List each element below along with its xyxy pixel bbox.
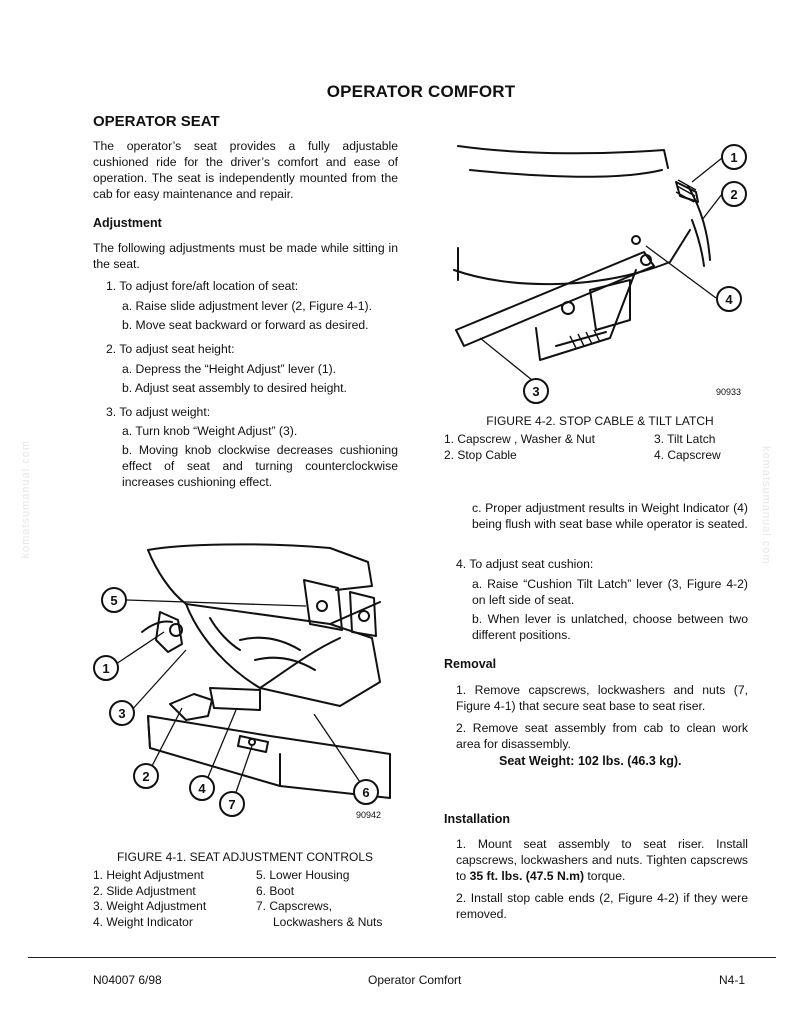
installation-heading: Installation	[444, 812, 510, 826]
legend-item: 4. Weight Indicator	[93, 914, 193, 929]
adjustment-intro: The following adjustments must be made while sitting in the seat.	[93, 241, 398, 271]
seat-weight: Seat Weight: 102 lbs. (46.3 kg).	[499, 754, 682, 768]
legend-item: Lockwashers & Nuts	[273, 914, 383, 929]
figure1-callout-6-label: 6	[362, 785, 370, 800]
footer-rule	[28, 957, 776, 958]
figure1-caption: FIGURE 4-1. SEAT ADJUSTMENT CONTROLS	[116, 850, 374, 864]
adjust-step-3: 3. To adjust weight:	[106, 405, 211, 419]
figure1-legend-right	[256, 868, 382, 930]
legend-item: 1. Capscrew , Washer & Nut	[444, 432, 595, 446]
adjust-step-2b: b. Adjust seat assembly to desired height.	[122, 381, 347, 395]
adjust-step-3b: b. Moving knob clockwise decreases cushioning effect of seat and turning counterclockwise increases cushioning effect.	[122, 443, 398, 489]
adjust-step-1: 1. To adjust fore/aft location of seat:	[106, 279, 299, 293]
figure1-callout-7-label: 7	[228, 797, 236, 812]
legend-item: 3. Weight Adjustment	[93, 899, 207, 913]
figure2-code: 90933	[716, 387, 742, 397]
legend-item: 4. Capscrew	[654, 447, 721, 462]
removal-heading: Removal	[444, 657, 497, 671]
footer-document-code: N04007 6/98	[93, 973, 162, 987]
figure1-callout-5-label: 5	[110, 593, 118, 608]
adjust-step-1b: b. Move seat backward or forward as desired.	[122, 318, 369, 332]
installation-step-1-end: torque.	[584, 869, 626, 883]
adjust-step-4a: a. Raise “Cushion Tilt Latch” lever (3, Figure 4-2) on left side of seat.	[472, 577, 748, 607]
adjust-step-3a: a. Turn knob “Weight Adjust” (3).	[122, 424, 298, 438]
figure1-callout-2-label: 2	[142, 769, 150, 784]
figure2-callout-4-label: 4	[725, 292, 733, 307]
footer-page-number: N4-1	[719, 973, 746, 987]
adjust-step-2a: a. Depress the “Height Adjust” lever (1).	[122, 362, 337, 376]
installation-step-1	[456, 836, 748, 884]
adjust-step-1a: a. Raise slide adjustment lever (2, Figure 4-1).	[122, 299, 372, 313]
adjust-step-4b: b. When lever is unlatched, choose between two different positions.	[472, 612, 748, 642]
adjust-step-2: 2. To adjust seat height:	[106, 342, 235, 356]
figure2-callout-1-label: 1	[730, 150, 738, 165]
legend-item: 6. Boot	[256, 883, 295, 898]
figure2-callout-2-label: 2	[730, 187, 738, 202]
adjust-step-3c: c. Proper adjustment results in Weight Indicator (4) being flush with seat base while operator is seated.	[472, 501, 748, 531]
page-title: OPERATOR COMFORT	[326, 82, 516, 101]
figure1-callout-4-label: 4	[198, 781, 206, 796]
section-title: OPERATOR SEAT	[93, 113, 220, 130]
legend-item: 5. Lower Housing	[256, 868, 350, 882]
figure2-caption: FIGURE 4-2. STOP CABLE & TILT LATCH	[486, 414, 714, 428]
installation-step-2: 2. Install stop cable ends (2, Figure 4-2) if they were removed.	[456, 891, 748, 921]
legend-item: 1. Height Adjustment	[93, 868, 204, 882]
removal-step-1: 1. Remove capscrews, lockwashers and nuts (7, Figure 4-1) that secure seat base to seat riser.	[456, 683, 748, 713]
legend-item: 3. Tilt Latch	[654, 432, 716, 446]
adjustment-heading: Adjustment	[93, 216, 162, 230]
figure1-legend-left	[93, 868, 206, 930]
removal-step-2: 2. Remove seat assembly from cab to clean work area for disassembly.	[456, 721, 748, 751]
intro-paragraph: The operator’s seat provides a fully adjustable cushioned ride for the driver’s comfort and ease of operation. The seat is independently mounted from the cab for easy maintenance and repair.	[93, 139, 398, 201]
figure1-code: 90942	[356, 810, 382, 820]
figure2-legend-left	[444, 432, 595, 463]
figure1-callout-3-label: 3	[118, 706, 126, 721]
figure2-legend-right	[654, 432, 721, 463]
watermark-left: komatsumanual.com	[20, 440, 32, 559]
legend-item: 2. Slide Adjustment	[93, 883, 196, 898]
seat-adjustment-figure	[90, 540, 400, 830]
installation-step-1-text: 1. Mount seat assembly to seat riser. Install capscrews, lockwashers and nuts. Tighten capscrews to	[456, 837, 748, 883]
legend-item: 2. Stop Cable	[444, 447, 517, 462]
legend-item: 7. Capscrews,	[256, 899, 333, 913]
adjust-step-4: 4. To adjust seat cushion:	[456, 557, 594, 571]
watermark-right: komatsumanual.com	[760, 446, 772, 565]
footer-section: Operator Comfort	[368, 973, 462, 987]
torque-value: 35 ft. lbs. (47.5 N.m)	[469, 869, 585, 883]
stop-cable-figure	[440, 140, 760, 405]
figure2-callout-3-label: 3	[532, 384, 540, 399]
figure1-callout-1-label: 1	[102, 661, 110, 676]
